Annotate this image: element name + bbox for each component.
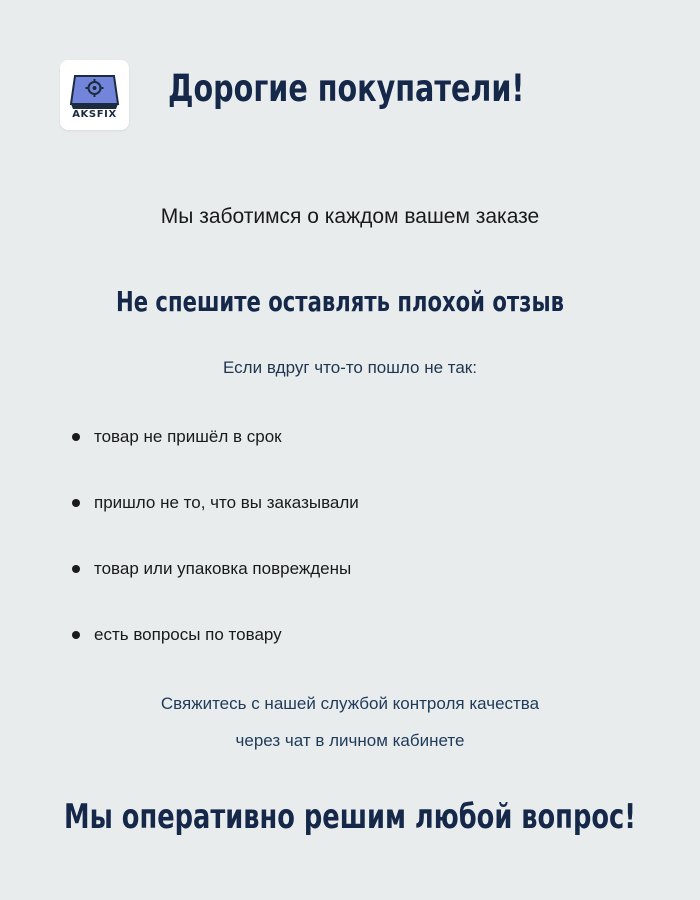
list-item: [72, 491, 359, 557]
bullet-icon: [72, 631, 80, 639]
problems-lead: Если вдруг что-то пошло не так:: [223, 358, 477, 377]
page-title: Дорогие покупатели!: [168, 67, 525, 110]
contact-line-2: через чат в личном кабинете: [235, 731, 465, 750]
bullet-icon: [72, 433, 80, 441]
list-item: [72, 557, 359, 623]
list-item-text: товар или упаковка повреждены: [94, 559, 352, 578]
bullet-icon: [72, 499, 80, 507]
list-item-text: товар не пришёл в срок: [94, 427, 282, 446]
logo-text: AKSFIX: [72, 109, 117, 120]
list-item: [72, 425, 359, 491]
brand-logo: [60, 60, 129, 130]
closing-heading: Мы оперативно решим любой вопрос!: [64, 797, 636, 837]
list-item-text: есть вопросы по товару: [94, 625, 282, 644]
problems-list: [72, 425, 359, 689]
intro-care-text: Мы заботимся о каждом вашем заказе: [160, 205, 540, 228]
logo-box-icon: [66, 68, 123, 110]
subtitle-heading: Не спешите оставлять плохой отзыв: [115, 285, 564, 318]
list-item: [72, 623, 359, 689]
list-item-text: пришло не то, что вы заказывали: [94, 493, 359, 512]
contact-line-1: Свяжитесь с нашей службой контроля качества: [160, 694, 540, 713]
bullet-icon: [72, 565, 80, 573]
